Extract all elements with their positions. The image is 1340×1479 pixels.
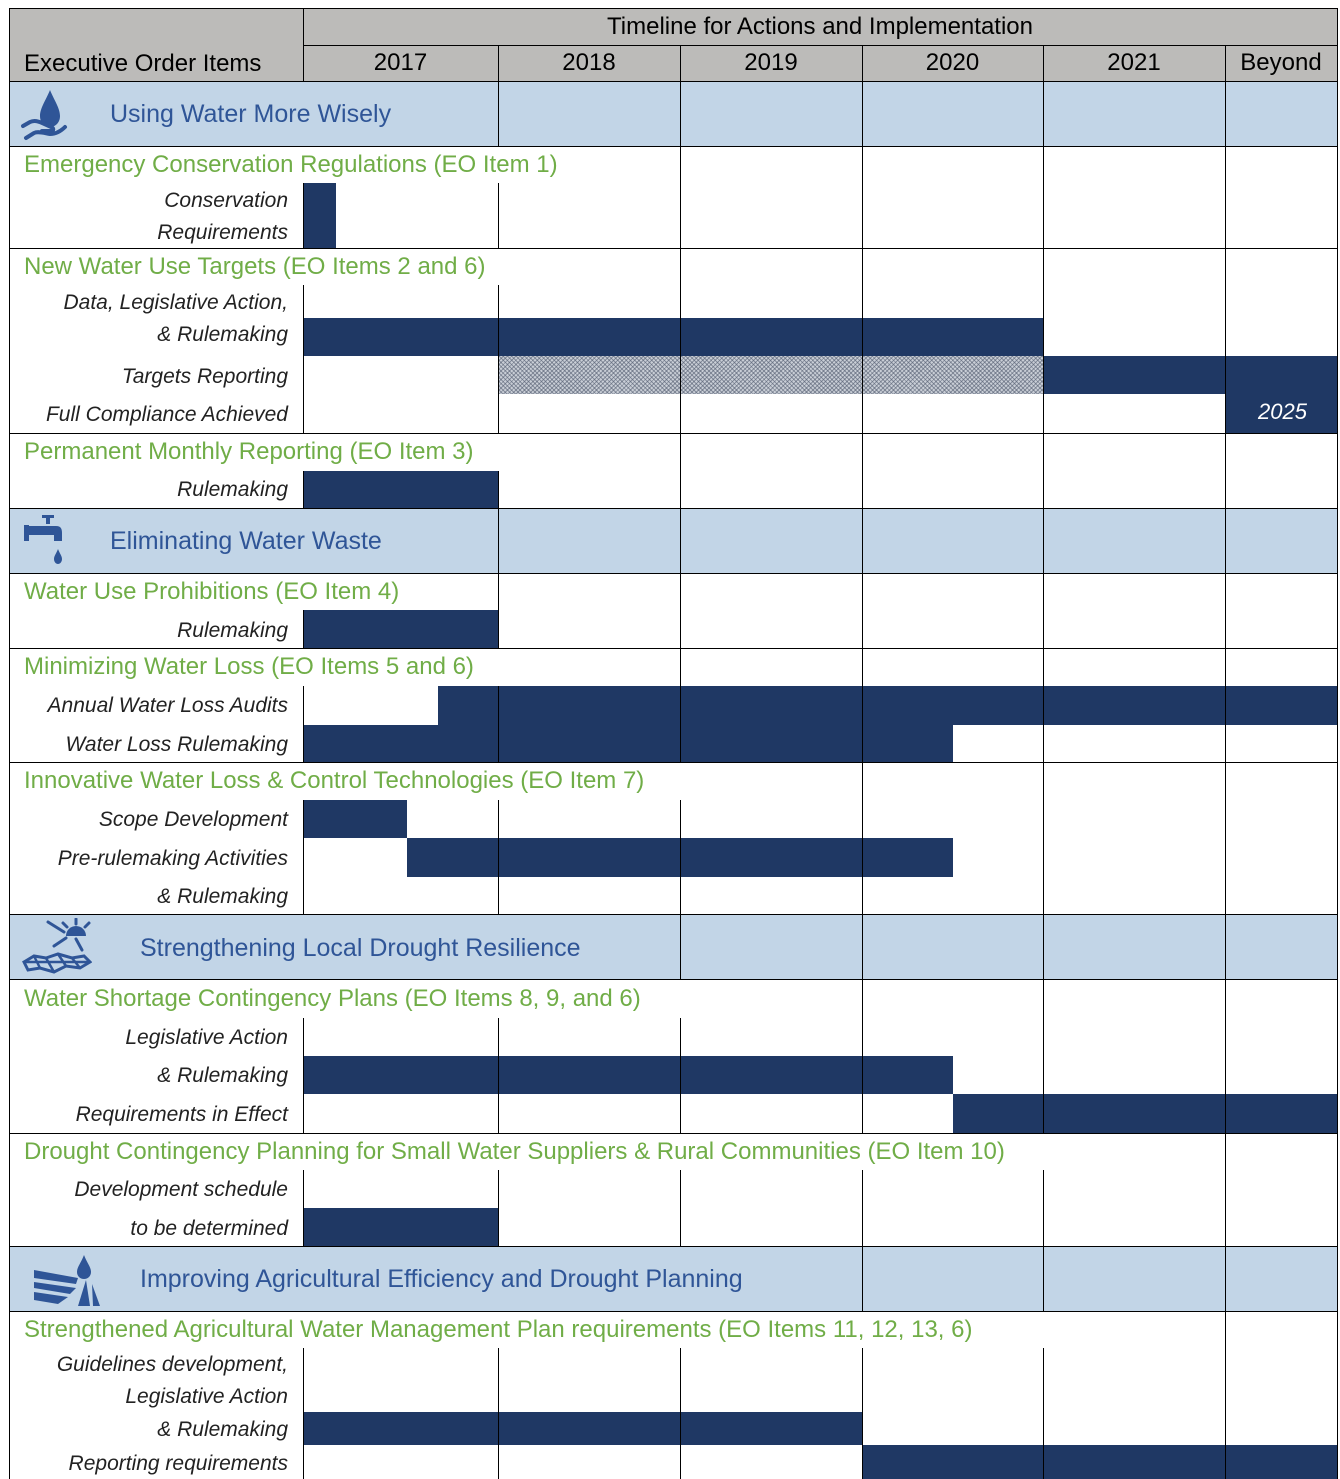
task-label: to be determined — [130, 1217, 288, 1240]
column-divider — [303, 471, 304, 508]
task-label: Guidelines development, — [56, 1353, 288, 1376]
year-2021-header: 2021 — [1107, 49, 1161, 76]
row-divider — [9, 1133, 1338, 1134]
task-label: Requirements — [157, 221, 288, 244]
column-divider — [1225, 45, 1226, 82]
column-divider — [680, 434, 681, 508]
task-label: Rulemaking — [177, 478, 288, 501]
task-label: Full Compliance Achieved — [45, 403, 288, 426]
task-label: & Rulemaking — [157, 885, 288, 908]
column-divider — [498, 800, 499, 914]
task-label: & Rulemaking — [157, 1064, 288, 1087]
bar-data-legislative-rulemaking — [303, 318, 1043, 356]
column-divider — [1043, 763, 1044, 914]
category-label-eliminating-waste: Eliminating Water Waste — [110, 527, 382, 555]
column-divider — [862, 763, 863, 914]
section-title: Innovative Water Loss & Control Technologies (EO Item 7) — [24, 767, 645, 794]
section-title: Water Shortage Contingency Plans (EO Items 8, 9, and 6) — [24, 985, 641, 1012]
row-divider — [9, 248, 1338, 249]
column-divider — [862, 574, 863, 648]
section-title: Minimizing Water Loss (EO Items 5 and 6) — [24, 653, 474, 680]
task-label: Conservation — [164, 189, 288, 212]
row-divider — [9, 648, 1338, 649]
section-title: Strengthened Agricultural Water Management Plan requirements (EO Items 11, 12, 13, 6) — [24, 1316, 973, 1343]
timeline-title: Timeline for Actions and Implementation — [607, 13, 1033, 40]
column-divider — [680, 249, 681, 433]
column-divider — [680, 915, 681, 979]
column-divider — [862, 434, 863, 508]
column-divider — [1043, 147, 1044, 248]
column-divider — [1225, 574, 1226, 648]
bar-targets-reporting — [1043, 356, 1337, 394]
category-label-drought-resilience: Strengthening Local Drought Resilience — [140, 934, 581, 962]
row-divider — [9, 762, 1338, 763]
column-divider — [862, 509, 863, 573]
column-divider — [1225, 915, 1226, 979]
column-divider — [1043, 649, 1044, 762]
column-divider — [1043, 980, 1044, 1133]
column-divider — [1225, 980, 1226, 1133]
row-divider — [9, 1311, 1338, 1312]
column-divider — [498, 82, 499, 146]
column-divider — [498, 183, 499, 248]
year-beyond-header: Beyond — [1240, 49, 1322, 76]
faucet-icon — [20, 513, 68, 569]
year-2020-header: 2020 — [925, 49, 980, 76]
row-divider — [9, 914, 1338, 915]
bar-annual-water-loss-audits — [438, 686, 1337, 725]
row-divider — [9, 146, 1338, 147]
column-divider — [680, 82, 681, 146]
column-divider — [680, 649, 681, 762]
column-divider — [1225, 434, 1226, 508]
column-divider — [498, 1348, 499, 1479]
column-divider — [680, 1018, 681, 1133]
column-divider — [303, 285, 304, 433]
task-label: Reporting requirements — [68, 1452, 288, 1475]
row-divider — [9, 1246, 1338, 1247]
category-label-agricultural: Improving Agricultural Efficiency and Drought Planning — [140, 1265, 743, 1293]
column-divider — [1043, 1348, 1044, 1479]
column-divider — [498, 509, 499, 573]
section-title: Drought Contingency Planning for Small Water Suppliers & Rural Communities (EO Item 10) — [24, 1138, 1005, 1165]
row-divider — [9, 433, 1338, 434]
year-2018-header: 2018 — [562, 49, 616, 76]
bar-wscp-legislative-rulemaking — [303, 1056, 953, 1094]
sun-cracked-earth-icon — [20, 918, 92, 976]
column-divider — [1043, 434, 1044, 508]
border-left — [9, 8, 10, 1479]
task-label: & Rulemaking — [157, 323, 288, 346]
column-divider — [498, 686, 499, 762]
task-label: Requirements in Effect — [75, 1103, 288, 1126]
task-label: Pre-rulemaking Activities — [57, 847, 288, 870]
category-label-using-water: Using Water More Wisely — [110, 100, 392, 128]
task-label: Targets Reporting — [121, 365, 288, 388]
border-right — [1337, 8, 1338, 1479]
column-divider — [862, 649, 863, 762]
column-divider — [1043, 1170, 1044, 1246]
year-2019-header: 2019 — [744, 49, 798, 76]
bar-prohibitions-rulemaking — [303, 610, 498, 648]
column-divider — [1225, 1312, 1226, 1479]
column-divider — [680, 147, 681, 248]
column-divider — [1225, 763, 1226, 914]
row-divider — [9, 573, 1338, 574]
bar-conservation-requirements — [303, 183, 336, 248]
column-divider — [1225, 82, 1226, 146]
row-divider — [9, 508, 1338, 509]
column-divider — [862, 915, 863, 979]
column-divider — [303, 1018, 304, 1133]
task-label: Development schedule — [74, 1178, 288, 1201]
row-divider — [9, 979, 1338, 980]
header-column-divider — [303, 8, 304, 82]
column-divider — [1043, 915, 1044, 979]
task-label: & Rulemaking — [157, 1418, 288, 1441]
column-divider — [303, 610, 304, 648]
column-divider — [1043, 249, 1044, 433]
task-label: Data, Legislative Action, — [63, 291, 288, 314]
column-divider — [303, 1348, 304, 1479]
header-divider — [303, 45, 1338, 46]
column-divider — [680, 574, 681, 648]
column-divider — [1225, 249, 1226, 433]
column-divider — [862, 249, 863, 433]
column-divider — [498, 1170, 499, 1246]
column-divider — [1043, 509, 1044, 573]
section-title: Permanent Monthly Reporting (EO Item 3) — [24, 438, 474, 465]
row-divider — [9, 81, 1338, 82]
task-label: Rulemaking — [177, 619, 288, 642]
column-divider — [498, 45, 499, 82]
column-divider — [303, 686, 304, 762]
irrigated-field-icon — [30, 1252, 102, 1308]
column-divider — [680, 1348, 681, 1479]
column-divider — [1043, 45, 1044, 82]
bar-scope-development — [303, 800, 407, 838]
task-label: Water Loss Rulemaking — [65, 733, 288, 756]
row-header-label: Executive Order Items — [24, 50, 262, 77]
column-divider — [862, 1247, 863, 1311]
bar-monthly-reporting-rulemaking — [303, 471, 498, 508]
column-divider — [680, 800, 681, 914]
task-label: Legislative Action — [125, 1385, 288, 1408]
column-divider — [498, 1018, 499, 1133]
bar-awmp-rulemaking — [303, 1412, 862, 1445]
bar-development-schedule — [303, 1208, 498, 1246]
column-divider — [1225, 147, 1226, 248]
column-divider — [1225, 649, 1226, 762]
section-title: Emergency Conservation Regulations (EO Item 1) — [24, 151, 558, 178]
column-divider — [498, 471, 499, 508]
water-drop-hand-icon — [20, 86, 68, 142]
column-divider — [862, 147, 863, 248]
task-label: Scope Development — [98, 808, 288, 831]
column-divider — [498, 574, 499, 648]
bar-water-loss-rulemaking — [303, 725, 953, 762]
task-label: Annual Water Loss Audits — [47, 694, 288, 717]
column-divider — [1043, 574, 1044, 648]
column-divider — [862, 82, 863, 146]
column-divider — [303, 183, 304, 248]
bar-targets-reporting-hatched — [498, 356, 1043, 394]
border-top — [9, 8, 1338, 9]
column-divider — [680, 1170, 681, 1246]
full-compliance-year-label: 2025 — [1258, 399, 1307, 424]
column-divider — [862, 1170, 863, 1246]
bar-reporting-requirements — [862, 1445, 1337, 1479]
column-divider — [680, 45, 681, 82]
bar-requirements-in-effect — [953, 1094, 1337, 1133]
column-divider — [1225, 1134, 1226, 1246]
column-divider — [303, 1170, 304, 1246]
column-divider — [862, 45, 863, 82]
task-label: Legislative Action — [125, 1026, 288, 1049]
column-divider — [498, 285, 499, 433]
section-title: New Water Use Targets (EO Items 2 and 6) — [24, 253, 486, 280]
column-divider — [862, 980, 863, 1133]
year-2017-header: 2017 — [373, 49, 428, 76]
column-divider — [680, 509, 681, 573]
column-divider — [862, 1348, 863, 1479]
column-divider — [1043, 1247, 1044, 1311]
section-title: Water Use Prohibitions (EO Item 4) — [24, 578, 400, 605]
column-divider — [1043, 82, 1044, 146]
column-divider — [303, 800, 304, 914]
column-divider — [1225, 509, 1226, 573]
column-divider — [1225, 1247, 1226, 1311]
